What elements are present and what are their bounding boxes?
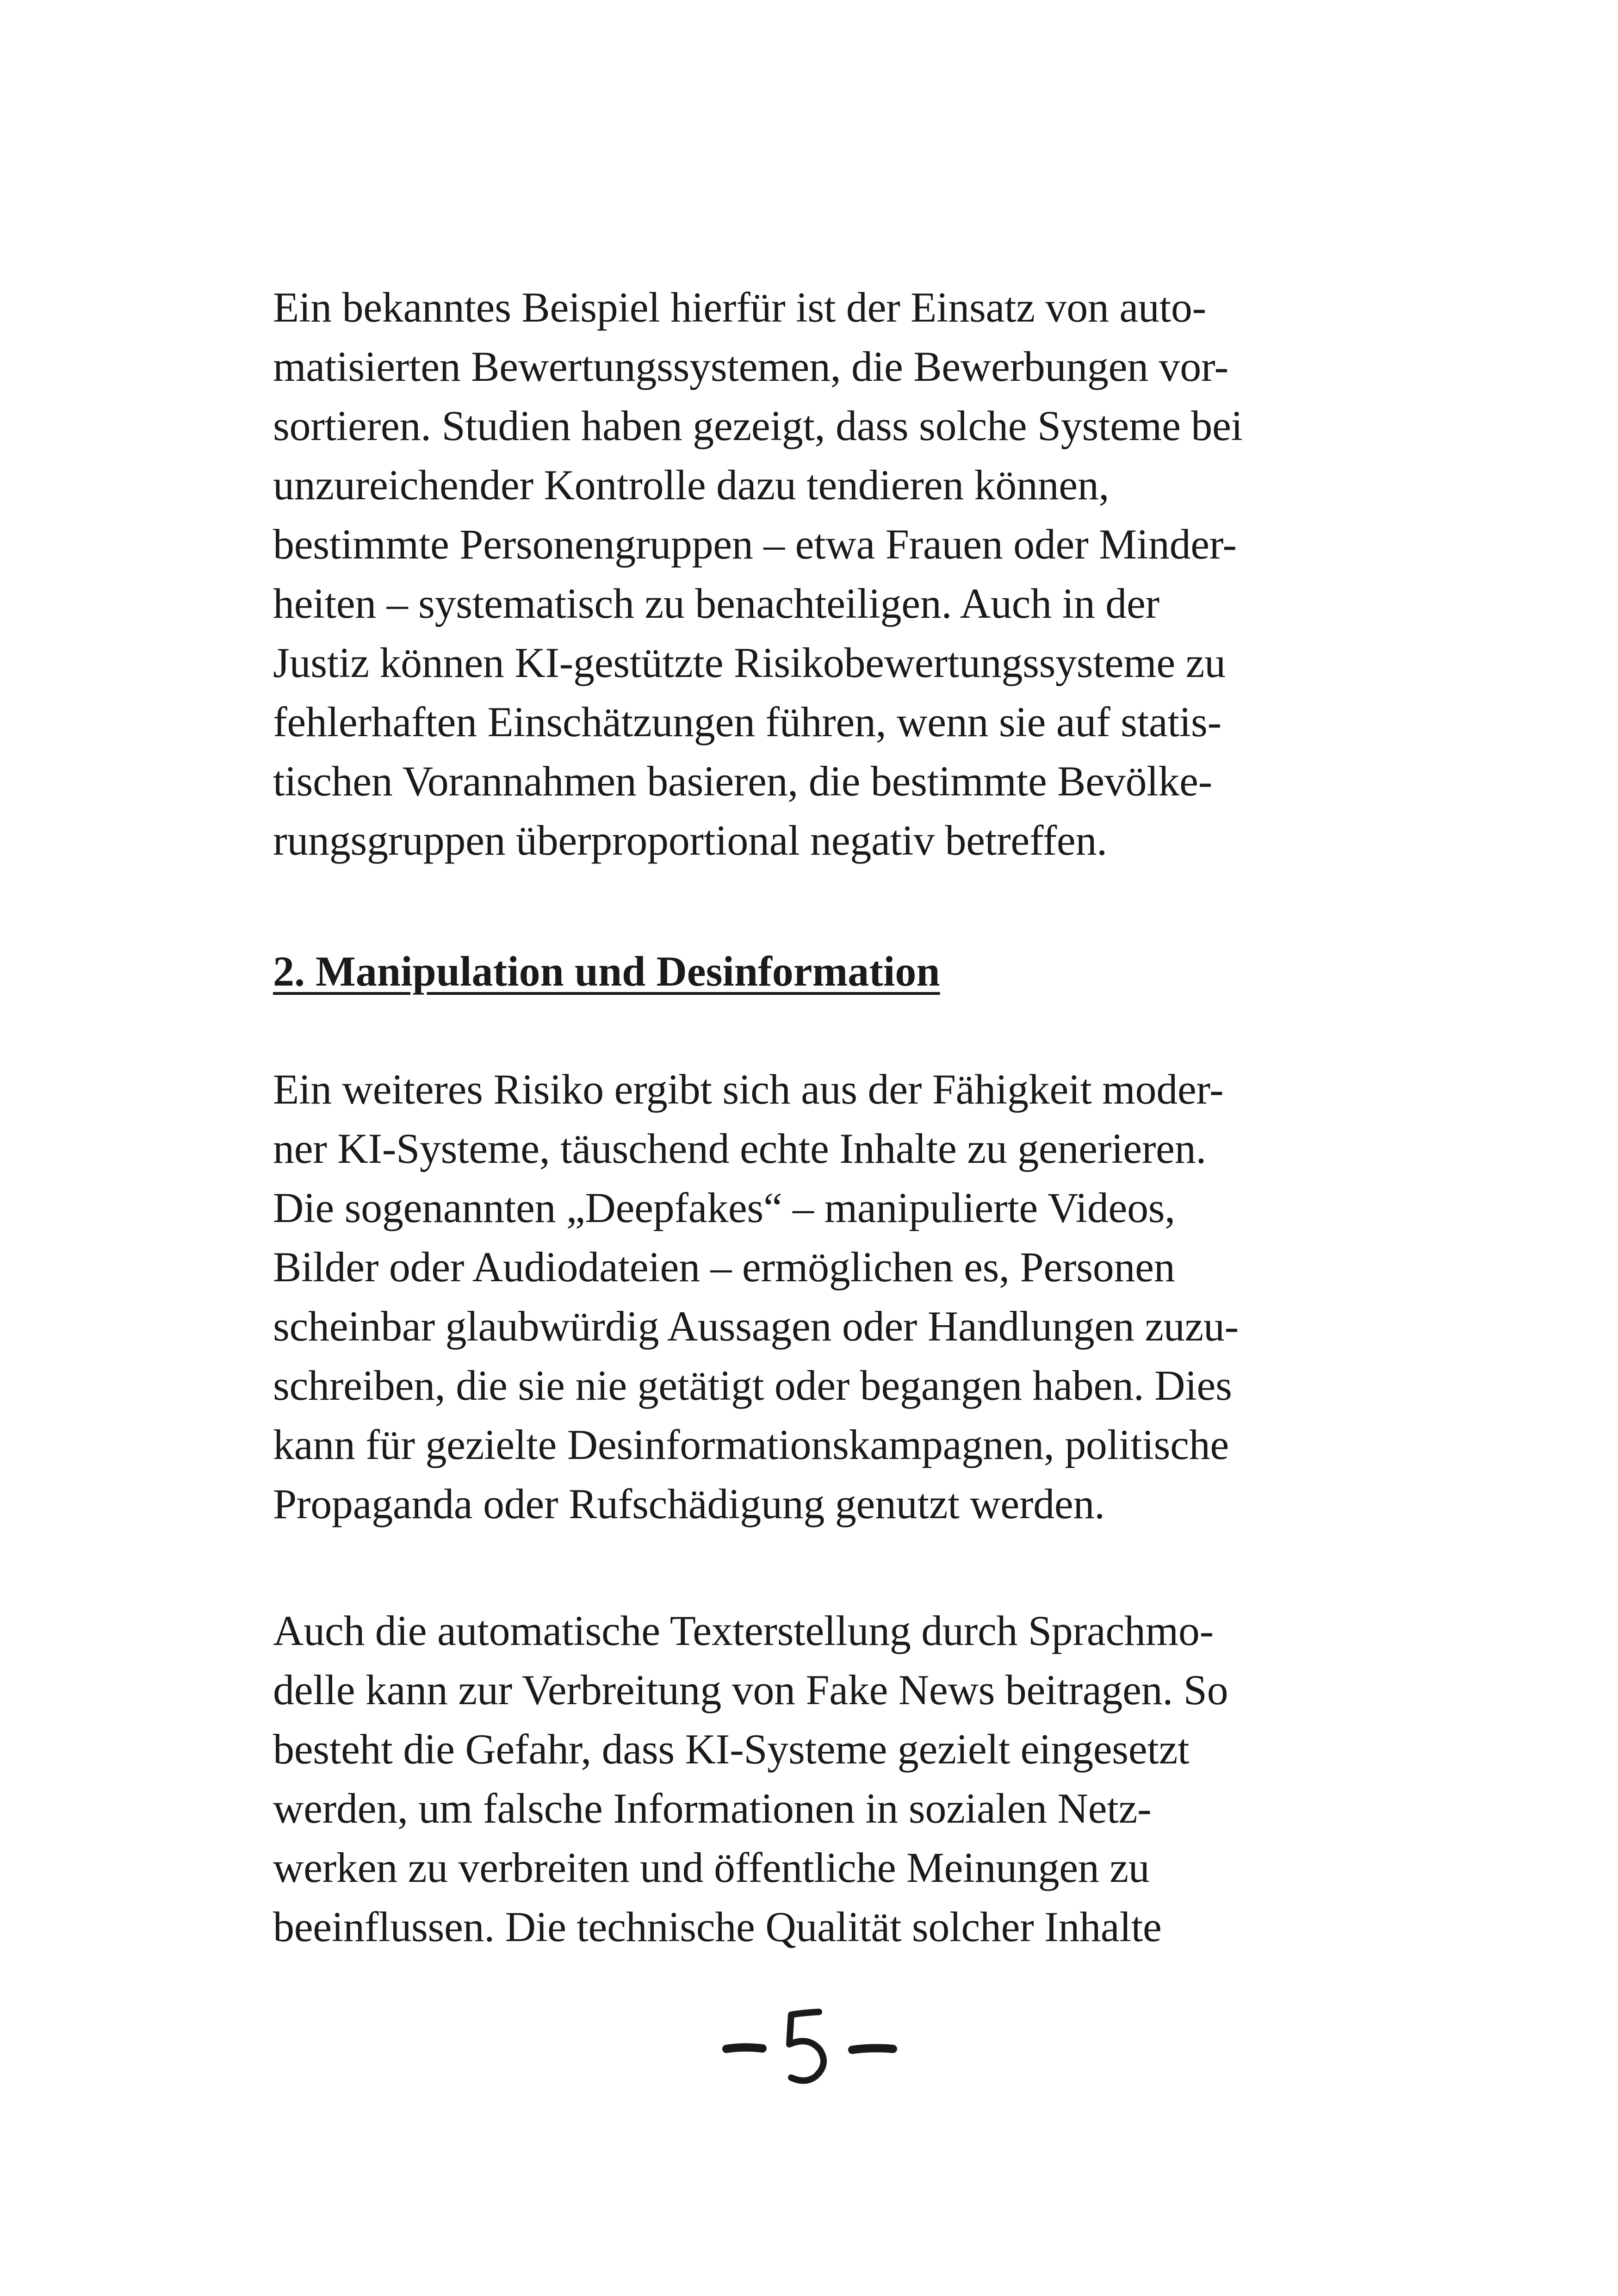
text-line: scheinbar glaubwürdig Aussagen oder Handlungen zuzu- [273, 1303, 1239, 1350]
text-line: tischen Vorannahmen basieren, die bestimmte Bevölke- [273, 757, 1213, 805]
text-line: besteht die Gefahr, dass KI-Systeme gezielt eingesetzt [273, 1725, 1190, 1773]
text-line: fehlerhaften Einschätzungen führen, wenn sie auf statis- [273, 698, 1221, 745]
paragraph-bias-examples [273, 278, 1356, 870]
text-line: sortieren. Studien haben gezeigt, dass solche Systeme bei [273, 402, 1243, 449]
page-number [722, 2004, 898, 2091]
paragraph-deepfakes [273, 1060, 1356, 1533]
text-line: Ein bekanntes Beispiel hierfür ist der Einsatz von auto- [273, 284, 1206, 331]
text-line: kann für gezielte Desinformationskampagnen, politische [273, 1421, 1229, 1468]
text-line: matisierten Bewertungssystemen, die Bewerbungen vor- [273, 343, 1228, 390]
text-line: werken zu verbreiten und öffentliche Meinungen zu [273, 1844, 1150, 1891]
text-line: bestimmte Personengruppen – etwa Frauen oder Minder- [273, 521, 1237, 568]
section-heading: 2. Manipulation und Desinformation [273, 948, 940, 995]
text-line: Justiz können KI-gestützte Risikobewertungssysteme zu [273, 639, 1226, 686]
text-line: ner KI-Systeme, täuschend echte Inhalte zu generieren. [273, 1125, 1207, 1172]
text-line: delle kann zur Verbreitung von Fake News beitragen. So [273, 1666, 1228, 1713]
text-line: unzureichender Kontrolle dazu tendieren können, [273, 461, 1110, 509]
handwritten-page-number-drawing [722, 2004, 898, 2091]
text-line: heiten – systematisch zu benachteiligen. Auch in der [273, 580, 1159, 627]
text-line: Die sogenannten „Deepfakes“ – manipulierte Videos, [273, 1184, 1175, 1231]
paragraph-fake-news [273, 1601, 1356, 1956]
text-line: beeinflussen. Die technische Qualität solcher Inhalte [273, 1903, 1162, 1950]
text-line: Ein weiteres Risiko ergibt sich aus der Fähigkeit moder- [273, 1066, 1224, 1113]
text-line: schreiben, die sie nie getätigt oder begangen haben. Dies [273, 1362, 1232, 1409]
text-line: Bilder oder Audiodateien – ermöglichen es, Personen [273, 1243, 1175, 1291]
text-line: werden, um falsche Informationen in sozialen Netz- [273, 1785, 1152, 1832]
text-line: Propaganda oder Rufschädigung genutzt werden. [273, 1480, 1105, 1527]
text-line: rungsgruppen überproportional negativ betreffen. [273, 817, 1107, 864]
text-line: Auch die automatische Texterstellung durch Sprachmo- [273, 1607, 1214, 1654]
